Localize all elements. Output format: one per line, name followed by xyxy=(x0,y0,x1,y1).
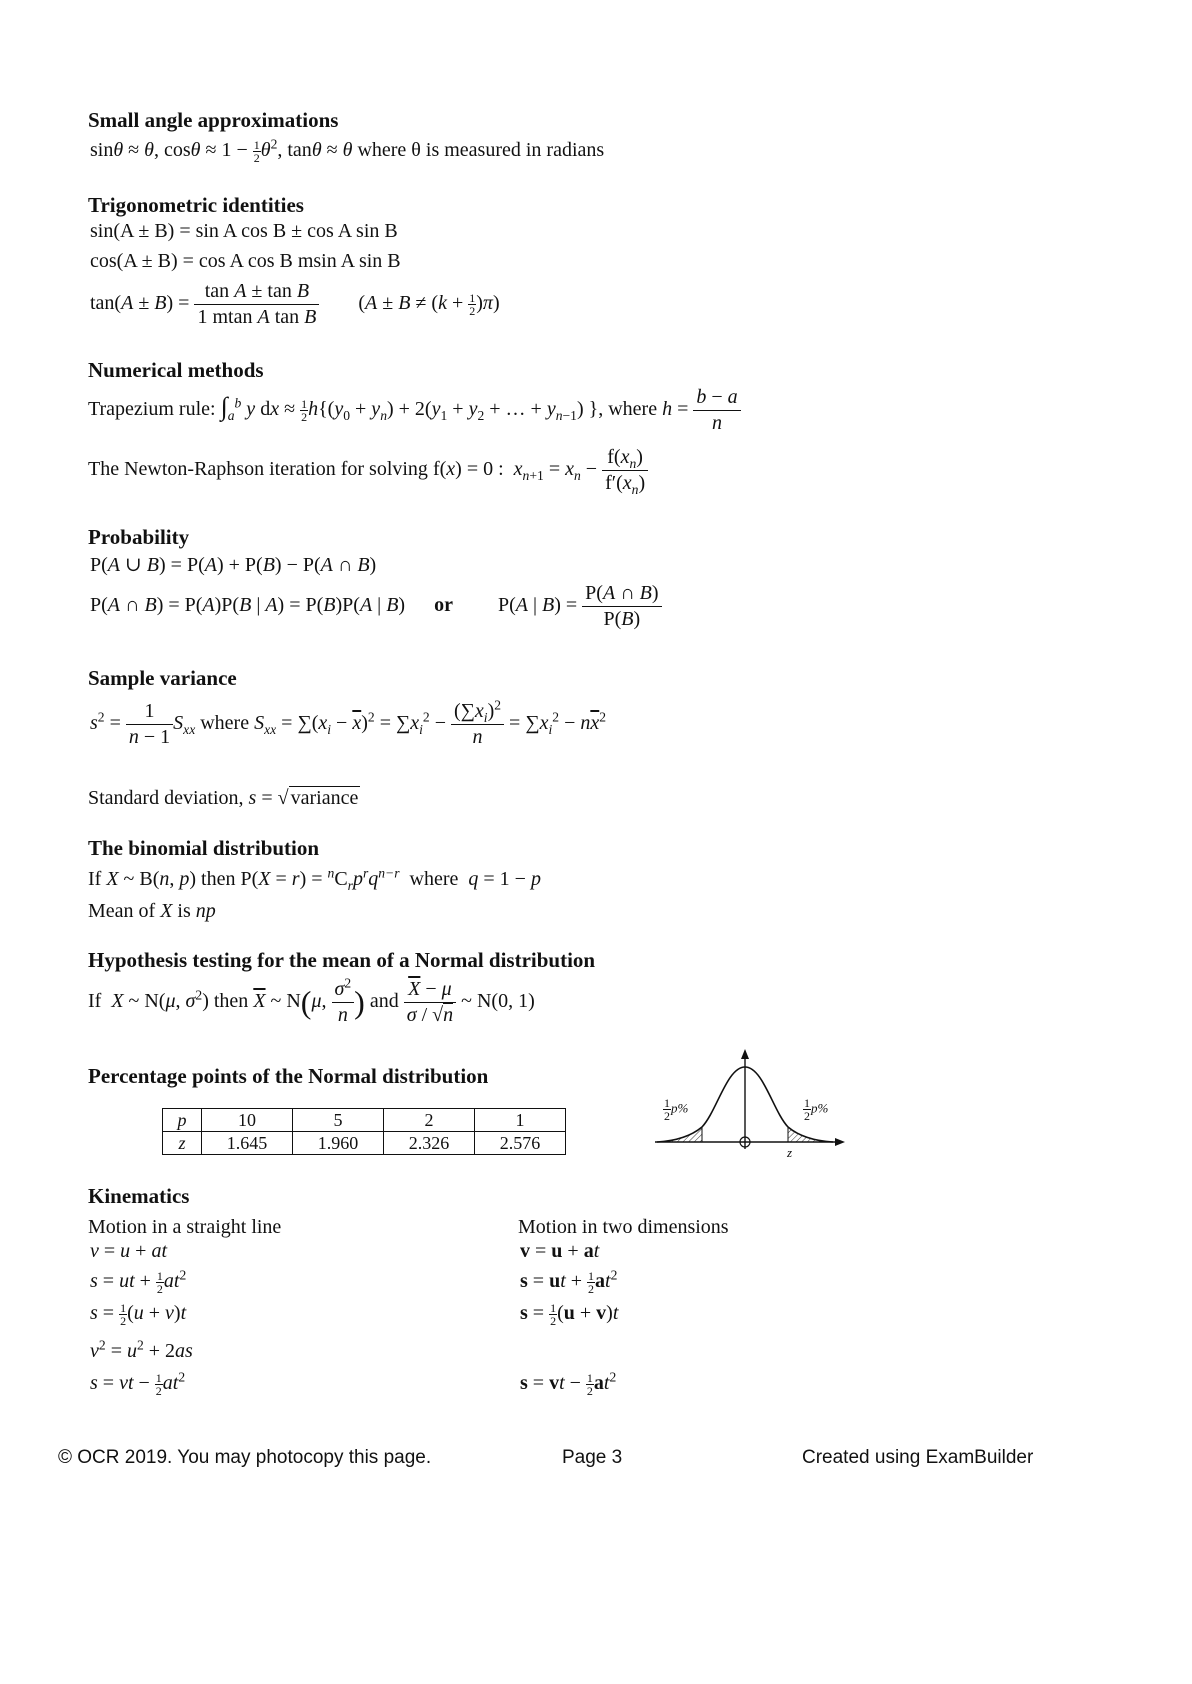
percentage-points-table xyxy=(162,1108,566,1155)
formula-trapezium: Trapezium rule: $\int_a^b$ y dx ≈ $\frac{1}{2}$ $h\{(y_0 + y_n) + 2(y_1 + y_2$ + … + $y_{n-1}$) }, where h = $\frac{b - a}{n}$ xyxy=(88,386,741,435)
formula-union: P(A ∪ B) = P(A) + P(B) − P(A ∩ B) xyxy=(90,554,377,576)
table-row xyxy=(163,1132,566,1155)
binomial-mean-label: Mean of xyxy=(88,900,156,922)
x-axis-arrow xyxy=(835,1138,845,1146)
diagram-z-label: z xyxy=(787,1145,793,1160)
sd-label: Standard deviation, xyxy=(88,787,244,809)
formula-tan-sum: tan(A ± B) = $\frac{\text{tan A ± tan B}}{\text{1 mtan A tan B}}$ (A ± B ≠ (k + $\frac{1}{2}$ )π) xyxy=(90,280,500,328)
y-axis-arrow xyxy=(741,1049,749,1059)
trapezium-label: Trapezium rule: xyxy=(88,398,216,421)
hypothesis-and: and xyxy=(369,990,399,1013)
hypothesis-then: then xyxy=(213,990,249,1013)
table-cell: 1 xyxy=(475,1109,566,1132)
formula-hypothesis: If X ~ N(μ, $\sigma^2$) then $\overline{X}$ ~ N(μ, $\frac{\sigma^2}{n}$ ) and $\frac{\overline{X} - \mu}{\sigma / √n}$ ~ N(0, 1) xyxy=(88,975,535,1026)
formula-vector-5: s = vt − $\frac{1}{2}$ $at^2$ xyxy=(520,1369,617,1398)
heading-kinematics: Kinematics xyxy=(88,1184,190,1208)
heading-sample-variance: Sample variance xyxy=(88,666,237,690)
binomial-is: is xyxy=(177,900,191,922)
formula-suvat-4: $v^2 = u^2 + 2as$ xyxy=(90,1337,193,1362)
formula-vector-3: s = $\frac{1}{2}$ (u + v)t xyxy=(520,1301,619,1328)
table-cell: 10 xyxy=(202,1109,293,1132)
small-angle-note: where θ is measured in radians xyxy=(357,139,605,162)
formula-vector-2: s = ut + $\frac{1}{2}$ $at^2$ xyxy=(520,1267,618,1296)
normal-distribution-diagram xyxy=(655,1045,855,1165)
formula-sin-sum: sin(A ± B) = sin A cos B ± cos A sin B xyxy=(90,220,398,242)
formula-suvat-5: s = vt − $\frac{1}{2}$ $at^2$ xyxy=(90,1369,186,1398)
variance-where: where xyxy=(200,712,250,735)
diagram-left-label: $\frac{1}{2}$ p% xyxy=(664,1096,689,1123)
formula-sample-variance: $s^2$ = $\frac{1}{n - 1}$ $S_{xx}$ where $S_{xx} = \sum(x_i - \overline{x})^2 = \sum x_i^2$ − $\frac{(\sum x_i)^2}{n}$ = $\sum x_i^2 - n\overline{x}^2$ xyxy=(90,697,607,748)
table-cell: 2.576 xyxy=(475,1132,566,1155)
table-row xyxy=(163,1109,566,1132)
heading-hypothesis: Hypothesis testing for the mean of a Normal distribution xyxy=(88,948,596,972)
formula-cos-sum: cos(A ± B) = cos A cos B msin A sin B xyxy=(90,250,401,272)
table-cell: z xyxy=(163,1132,202,1155)
footer-created-by: Created using ExamBuilder xyxy=(802,1447,1034,1468)
table-cell: 1.960 xyxy=(293,1132,384,1155)
formula-binomial-mean: Mean of X is np xyxy=(88,900,216,922)
heading-binomial: The binomial distribution xyxy=(88,836,320,860)
table-cell: p xyxy=(163,1109,202,1132)
binomial-np: np xyxy=(195,900,216,922)
table-cell: 1.645 xyxy=(202,1132,293,1155)
formula-suvat-2: s = ut + $\frac{1}{2}$ $at^2$ xyxy=(90,1267,187,1296)
trapezium-where: where xyxy=(608,398,658,421)
formula-newton-raphson: The Newton-Raphson iteration for solving f(x) = 0 : $x_{n+1} = x_n$ − $\frac{f(x_n)}{f'(x_n)}$ xyxy=(88,446,648,495)
diagram-right-label: $\frac{1}{2}$ p% xyxy=(804,1096,829,1123)
formula-binomial: If X ~ B(n, p) then $P(X = r) = ^nC_rp^rq^{n-r}$ where q = 1 − p xyxy=(88,865,541,893)
footer-page-number: Page 3 xyxy=(562,1447,623,1468)
tail-right-shaded xyxy=(788,1127,833,1142)
formula-vector-1: v = u + at xyxy=(520,1240,600,1262)
heading-numerical-methods: Numerical methods xyxy=(88,358,264,382)
formula-standard-deviation: Standard deviation, s = √ variance xyxy=(88,787,359,809)
formula-intersection: P(A ∩ B) = P(A)P(B | A) = P(B)P(A | B) or P(A | B) = $\frac{P(A \cap B)}{P(B)}$ xyxy=(90,582,662,631)
formula-suvat-1: v = u + at xyxy=(90,1240,168,1262)
hypothesis-if: If xyxy=(88,990,102,1013)
probability-or: or xyxy=(434,594,453,617)
heading-small-angle: Small angle approximations xyxy=(88,108,339,132)
kinematics-right-heading: Motion in two dimensions xyxy=(518,1216,729,1238)
kinematics-left-heading: Motion in a straight line xyxy=(88,1216,282,1238)
newton-label: The Newton-Raphson iteration for solving xyxy=(88,458,428,481)
table-cell: 2.326 xyxy=(384,1132,475,1155)
table-cell: 5 xyxy=(293,1109,384,1132)
heading-percentage-points: Percentage points of the Normal distribution xyxy=(88,1064,489,1088)
table-cell: 2 xyxy=(384,1109,475,1132)
formula-suvat-3: s = $\frac{1}{2}$ (u + v)t xyxy=(90,1301,187,1328)
sd-variance-word: variance xyxy=(290,787,359,809)
formula-small-angle: sinθ ≈ θ, cosθ ≈ 1 − $\frac{1}{2}$ $\theta^2$, tanθ ≈ θ where θ is measured in radians xyxy=(90,136,605,165)
footer-copyright: © OCR 2019. You may photocopy this page. xyxy=(58,1447,432,1468)
binomial-where: where xyxy=(409,868,459,890)
heading-probability: Probability xyxy=(88,525,190,549)
tail-left-shaded xyxy=(657,1127,702,1142)
heading-trig-identities: Trigonometric identities xyxy=(88,193,304,217)
